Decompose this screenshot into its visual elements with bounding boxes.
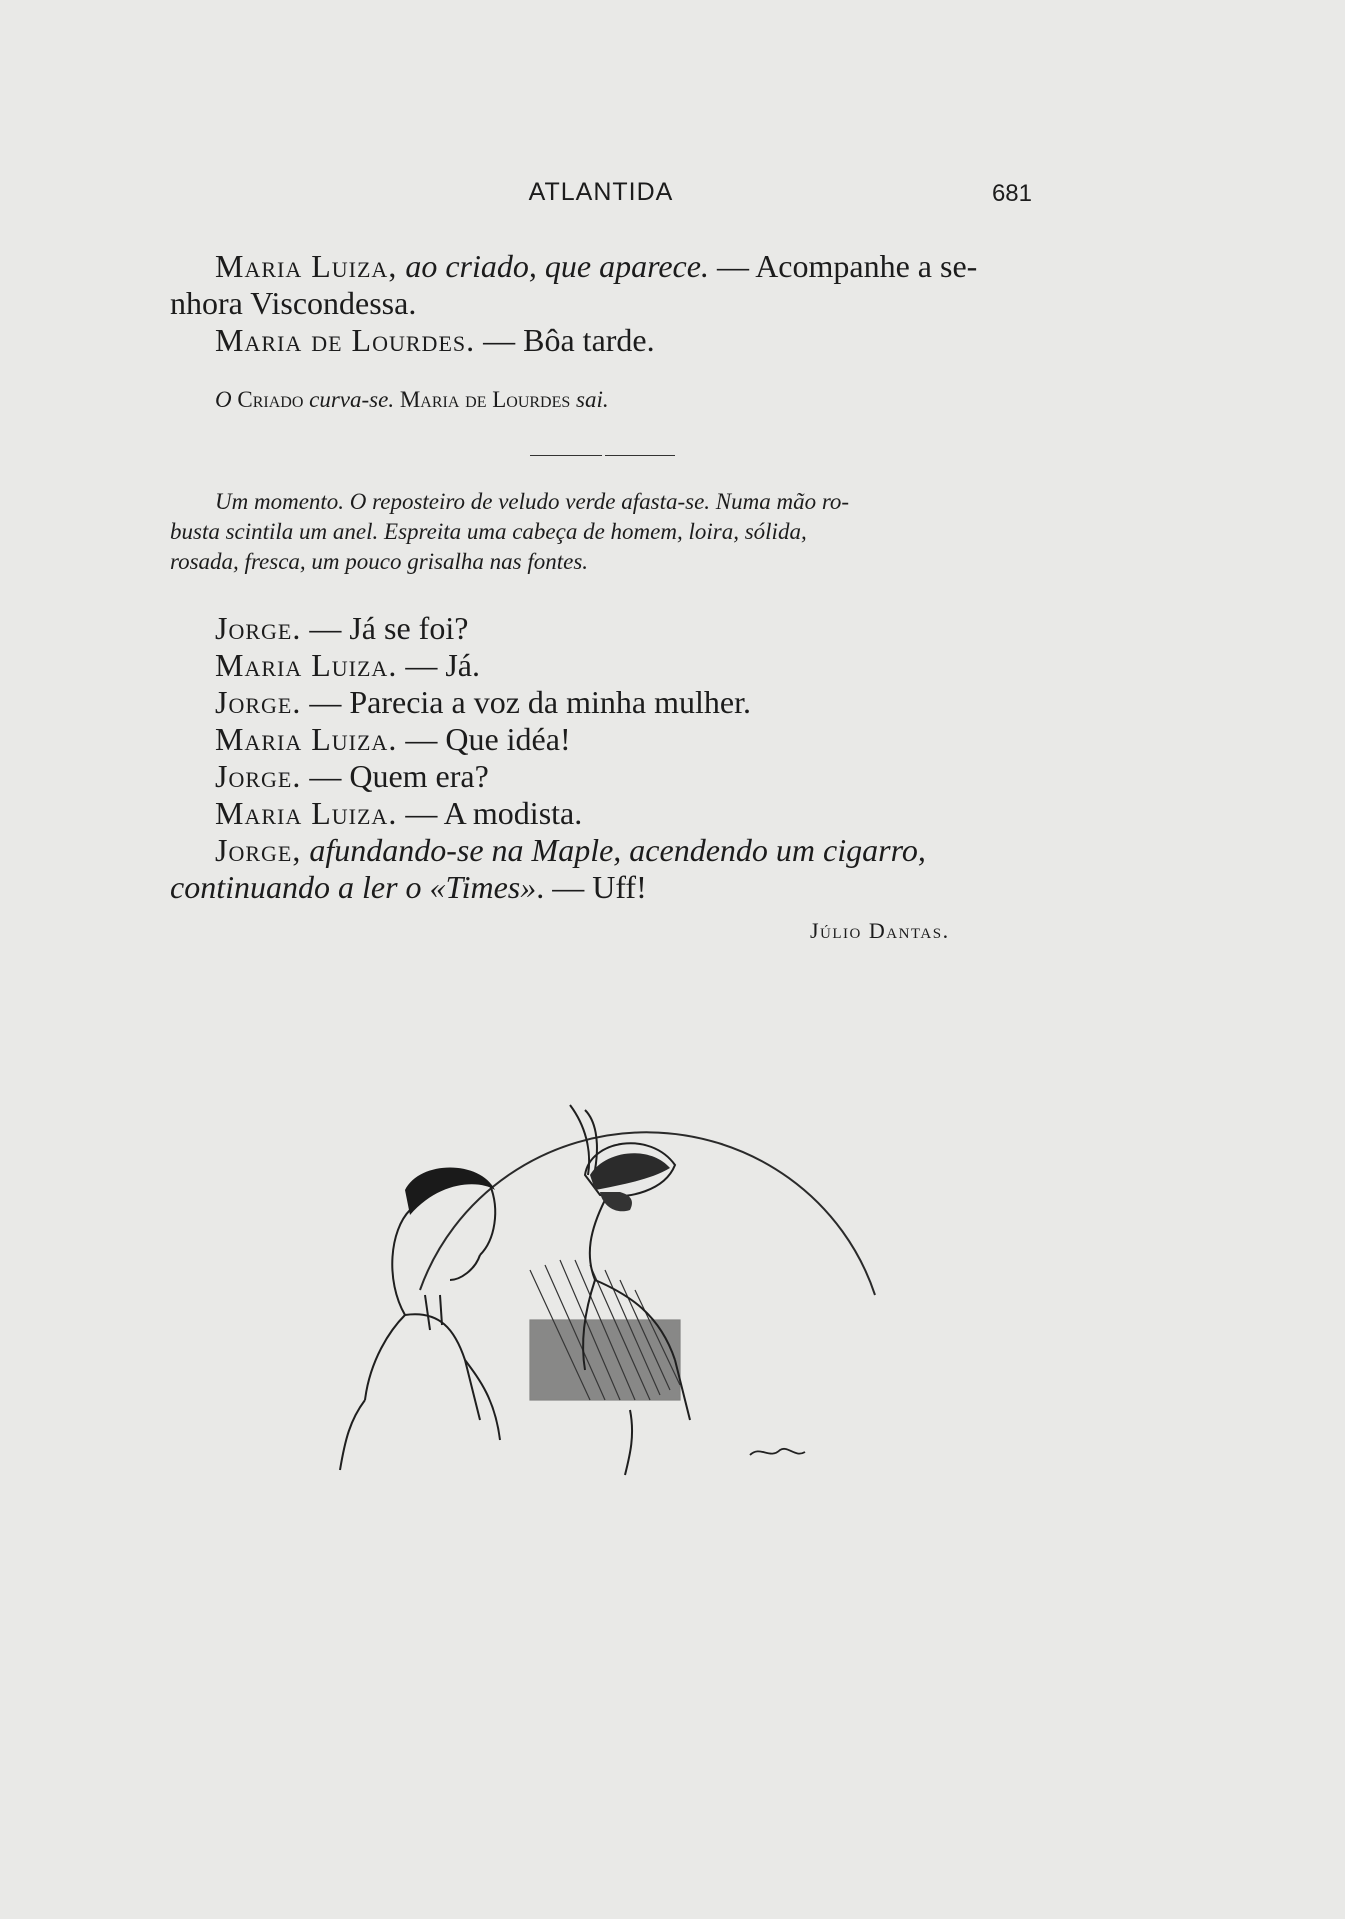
speaker-name: Jorge,	[215, 832, 302, 868]
speaker-name: Jorge.	[215, 610, 302, 646]
dialogue-line	[170, 832, 1032, 869]
speaker-name: Maria Luiza,	[215, 248, 398, 284]
dialogue-line	[170, 758, 1032, 795]
dialogue-line	[170, 322, 1032, 359]
dialogue-line	[170, 795, 1032, 832]
dialogue-line	[170, 721, 1032, 758]
stage-direction-exit: O Criado curva-se. Maria de Lourdes sai.	[215, 387, 609, 412]
spoken-text: — Quem era?	[301, 758, 489, 794]
speaker-name: Maria Luiza.	[215, 795, 398, 831]
dialogue-continuation	[170, 869, 1032, 906]
dialogue-continuation: nhora Viscondessa.	[170, 285, 417, 321]
stage-direction: continuando a ler o «Times»	[170, 869, 537, 905]
spoken-text: — Bôa tarde.	[475, 322, 655, 358]
stage-direction: ao criado, que aparece.	[405, 248, 709, 284]
section-divider	[530, 455, 675, 456]
dialogue-line	[170, 684, 1032, 721]
dialogue-line	[170, 610, 1032, 647]
speaker-name: Jorge.	[215, 684, 302, 720]
author-signature: Júlio Dantas.	[810, 918, 950, 943]
stage-direction: afundando-se na Maple, acendendo um cigarro,	[301, 832, 926, 868]
dialogue-block	[170, 610, 1032, 906]
journal-title: ATLANTIDA	[528, 178, 674, 206]
speaker-name: Jorge.	[215, 758, 302, 794]
spoken-text: — Parecia a voz da minha mulher.	[301, 684, 751, 720]
running-header	[170, 178, 1032, 218]
speaker-name: Maria Luiza.	[215, 721, 398, 757]
spoken-text: — Já se foi?	[301, 610, 469, 646]
speaker-name: Maria Luiza.	[215, 647, 398, 683]
spoken-text: . — Uff!	[536, 869, 647, 905]
dialogue-line	[170, 647, 1032, 684]
spoken-text: — Que idéa!	[397, 721, 571, 757]
dialogue-line	[170, 248, 1032, 285]
illustration-two-women	[330, 1080, 890, 1480]
page-number: 681	[991, 180, 1032, 207]
spoken-text: — Já.	[397, 647, 480, 683]
scene-opening	[170, 248, 1032, 359]
speaker-name: Maria de Lourdes.	[215, 322, 476, 358]
stage-direction-scene: Um momento. O reposteiro de veludo verde afasta-se. Numa mão ro- busta scintila um anel. Espreita uma cabeça de homem, loira, sólida, rosada, fresca, um pouco grisalha nas fontes.	[170, 489, 850, 574]
character-name: Maria de Lourdes	[399, 387, 571, 412]
character-name: Criado	[237, 387, 304, 412]
spoken-text: — Acompanhe a se-	[708, 248, 978, 284]
spoken-text: — A modista.	[397, 795, 583, 831]
